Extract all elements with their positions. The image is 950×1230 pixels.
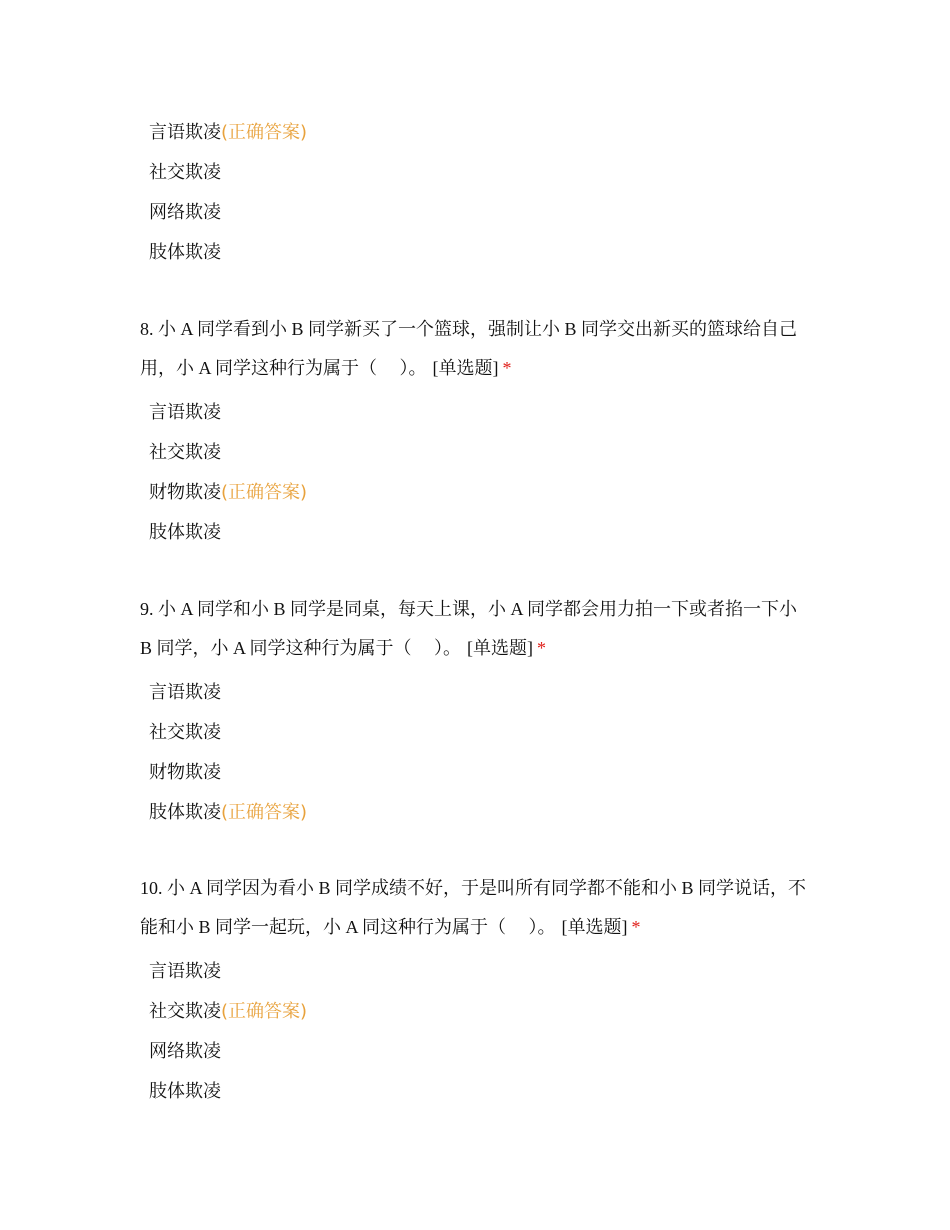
- q9-option-4: [149, 793, 307, 833]
- q7-option-1: [149, 113, 307, 153]
- question-type: [单选题]: [561, 917, 628, 937]
- q9-option-1: [149, 673, 221, 713]
- option-label: 言语欺凌: [149, 402, 221, 423]
- option-label: 言语欺凌: [149, 961, 221, 982]
- q10-option-3: [149, 1032, 221, 1072]
- q7-option-4: [149, 233, 221, 273]
- option-label: 社交欺凌: [149, 722, 221, 743]
- q7-option-3: [149, 193, 221, 233]
- question-type: [单选题]: [467, 638, 534, 658]
- q8-option-2: [149, 433, 221, 473]
- option-label: 财物欺凌: [149, 762, 221, 783]
- question-text: 8. 小 A 同学看到小 B 同学新买了一个篮球，强制让小 B 同学交出新买的篮球给自己用，小 A 同学这种行为属于（ ）。: [140, 319, 798, 378]
- q8-option-3: [149, 473, 307, 513]
- q9-option-2: [149, 713, 221, 753]
- option-label: 言语欺凌: [149, 122, 221, 143]
- option-label: 肢体欺凌: [149, 1081, 221, 1102]
- correct-answer-tag: (正确答案): [221, 1001, 308, 1022]
- option-label: 财物欺凌: [149, 482, 221, 503]
- question-8: [140, 310, 810, 388]
- option-label: 社交欺凌: [149, 1001, 221, 1022]
- option-label: 网络欺凌: [149, 1041, 221, 1062]
- required-star: *: [537, 638, 547, 658]
- option-label: 社交欺凌: [149, 442, 221, 463]
- question-9: [140, 590, 810, 668]
- question-10: [140, 869, 810, 947]
- required-star: *: [631, 917, 641, 937]
- q8-option-1: [149, 393, 221, 433]
- option-label: 肢体欺凌: [149, 242, 221, 263]
- option-label: 肢体欺凌: [149, 522, 221, 543]
- option-label: 肢体欺凌: [149, 802, 221, 823]
- question-text: 10. 小 A 同学因为看小 B 同学成绩不好，于是叫所有同学都不能和小 B 同学说话，不能和小 B 同学一起玩，小 A 同这种行为属于（ ）。: [140, 878, 807, 937]
- question-text: 9. 小 A 同学和小 B 同学是同桌，每天上课，小 A 同学都会用力拍一下或者掐一下小 B 同学，小 A 同学这种行为属于（ ）。: [140, 599, 798, 658]
- q9-option-3: [149, 753, 221, 793]
- correct-answer-tag: (正确答案): [221, 122, 308, 143]
- q7-option-2: [149, 153, 221, 193]
- q8-option-4: [149, 513, 221, 553]
- option-label: 言语欺凌: [149, 682, 221, 703]
- option-label: 网络欺凌: [149, 202, 221, 223]
- option-label: 社交欺凌: [149, 162, 221, 183]
- correct-answer-tag: (正确答案): [221, 802, 308, 823]
- question-type: [单选题]: [432, 358, 499, 378]
- required-star: *: [502, 358, 512, 378]
- correct-answer-tag: (正确答案): [221, 482, 308, 503]
- q10-option-2: [149, 992, 307, 1032]
- q10-option-4: [149, 1072, 221, 1112]
- q10-option-1: [149, 952, 221, 992]
